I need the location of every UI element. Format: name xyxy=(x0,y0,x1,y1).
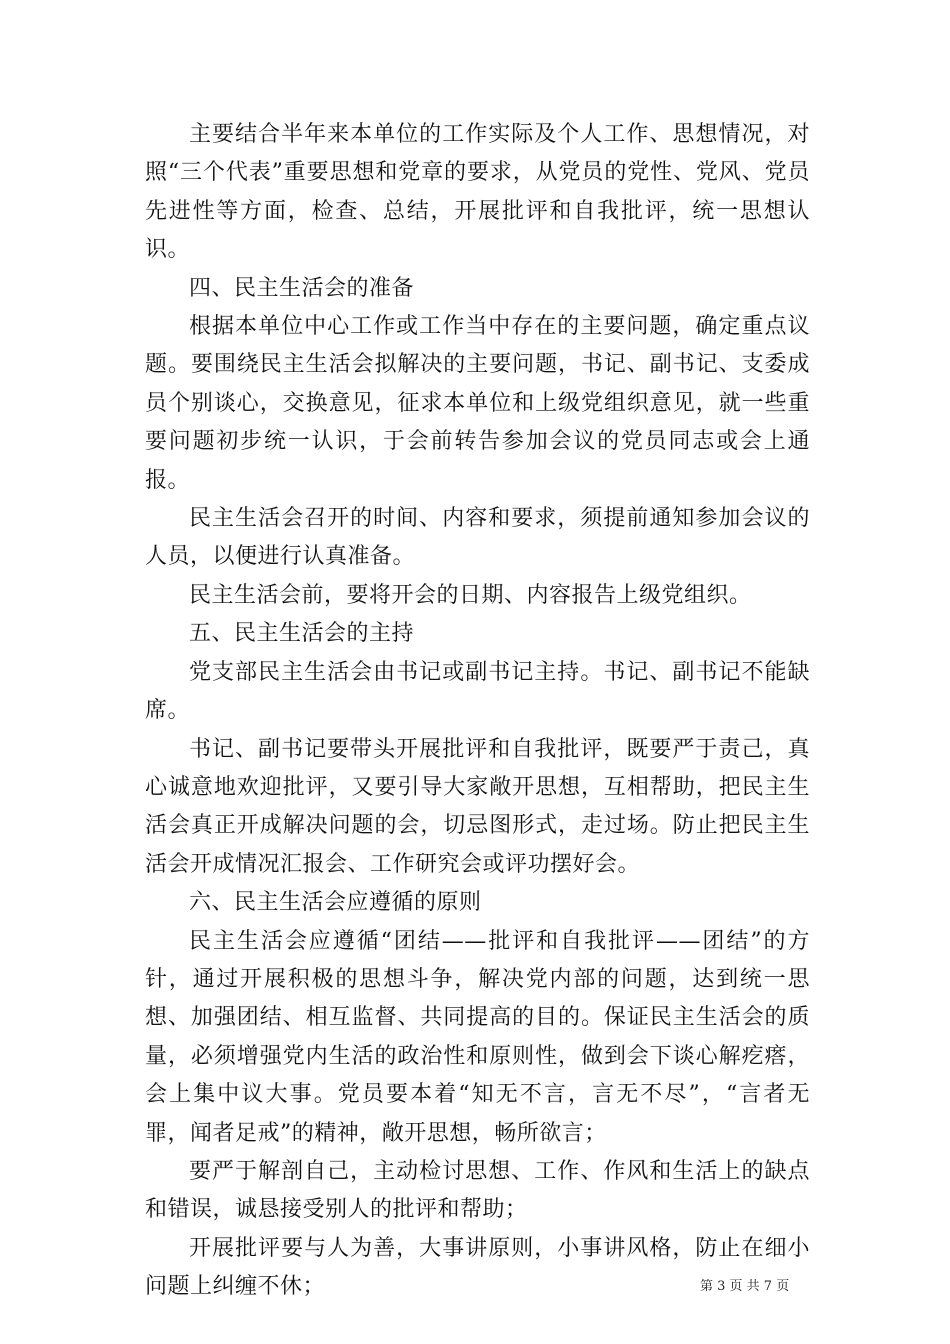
section-heading-principles: 六、民主生活会应遵循的原则 xyxy=(189,890,482,916)
paragraph: 书记、副书记要带头开展批评和自我批评，既要严于责己，真心诚意地欢迎批评，又要引导大家敞开思想，互相帮助，把民主生活会真正开成解决问题的会，切忌图形式，走过场。防止把民主生活会开成情况汇报会、工作研究会或评功摆好会。 xyxy=(145,736,810,877)
paragraph: 要严于解剖自己，主动检讨思想、工作、作风和生活上的缺点和错误，诚恳接受别人的批评和帮助； xyxy=(145,1158,810,1223)
paragraph: 根据本单位中心工作或工作当中存在的主要问题，确定重点议题。要围绕民主生活会拟解决的主要问题，书记、副书记、支委成员个别谈心，交换意见，征求本单位和上级党组织意见，就一些重要问题初步统一认识，于会前转告参加会议的党员同志或会上通报。 xyxy=(145,314,810,493)
page-number: 第 3 页 共 7 页 xyxy=(700,1279,790,1294)
paragraph: 主要结合半年来本单位的工作实际及个人工作、思想情况，对照“三个代表”重要思想和党章的要求，从党员的党性、党风、党员先进性等方面，检查、总结，开展批评和自我批评，统一思想认识。 xyxy=(145,122,810,263)
paragraph: 民主生活会前，要将开会的日期、内容报告上级党组织。 xyxy=(189,582,752,608)
paragraph: 民主生活会应遵循“团结——批评和自我批评——团结”的方针，通过开展积极的思想斗争，解决党内部的问题，达到统一思想、加强团结、相互监督、共同提高的目的。保证民主生活会的质量，必须增强党内生活的政治性和原则性，做到会下谈心解疙瘩，会上集中议大事。党员要本着“知无不言，言无不尽”，“言者无罪，闻者足戒”的精神，敞开思想，畅所欲言； xyxy=(145,928,810,1146)
paragraph: 开展批评要与人为善，大事讲原则，小事讲风格，防止在细小问题上纠缠不休； xyxy=(145,1235,810,1300)
document-body xyxy=(145,116,810,1307)
paragraph: 党支部民主生活会由书记或副书记主持。书记、副书记不能缺席。 xyxy=(145,659,810,724)
paragraph: 民主生活会召开的时间、内容和要求，须提前通知参加会议的人员，以便进行认真准备。 xyxy=(145,506,810,570)
section-heading-host: 五、民主生活会的主持 xyxy=(189,621,415,647)
section-heading-preparation: 四、民主生活会的准备 xyxy=(189,275,415,301)
